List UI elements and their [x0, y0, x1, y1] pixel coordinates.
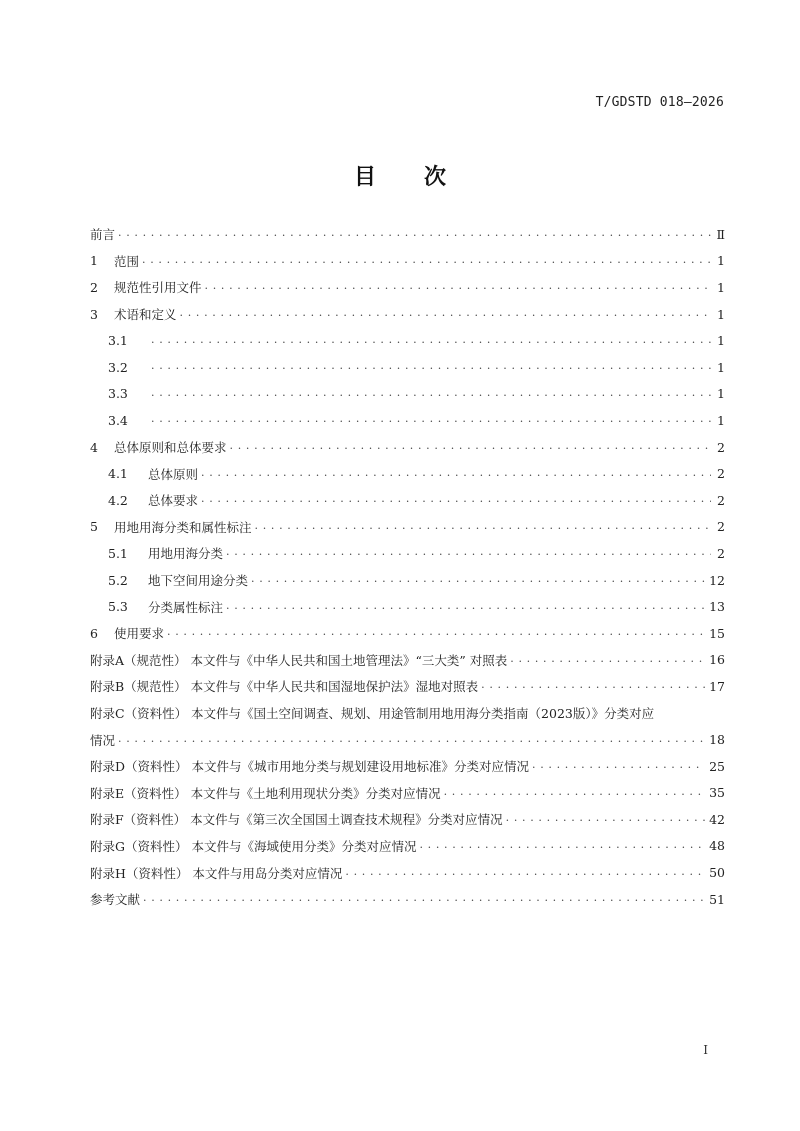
toc-entry[interactable] [90, 487, 725, 514]
toc-entry-label: 附录H（资料性） 本文件与用岛分类对应情况 [90, 865, 343, 881]
toc-entry[interactable] [90, 407, 725, 434]
toc-entry[interactable] [90, 221, 725, 248]
dot-leader [255, 520, 711, 534]
toc-entry-page: 42 [709, 811, 725, 827]
toc-entry-number: 3.4 [108, 412, 128, 428]
toc-entry-page: 1 [717, 386, 725, 402]
toc-entry-number: 4.1 [108, 466, 128, 482]
toc-entry-label: 前言 [90, 227, 116, 243]
toc-entry-number: 3.3 [108, 386, 128, 402]
toc-entry-page: 50 [709, 865, 725, 881]
dot-leader [143, 892, 705, 906]
dot-leader [118, 227, 711, 241]
toc-entry[interactable] [90, 514, 725, 541]
dot-leader [167, 626, 705, 640]
dot-leader [345, 866, 705, 880]
dot-leader [532, 759, 705, 773]
toc-entry-page: 2 [717, 492, 725, 508]
document-code: T/GDSTD 018—2026 [595, 95, 724, 110]
toc-entry[interactable] [90, 700, 725, 727]
toc-entry-label: 附录B（规范性） 本文件与《中华人民共和国湿地保护法》湿地对照表 [90, 679, 479, 695]
toc-entry-label: 用地用海分类和属性标注 [114, 519, 252, 535]
toc-entry[interactable] [90, 620, 725, 647]
toc-entry-label: 用地用海分类 [148, 546, 224, 562]
toc-entry[interactable] [90, 274, 725, 301]
toc-entry-page: 25 [709, 758, 725, 774]
dot-leader [201, 467, 711, 481]
toc-entry-page: 17 [709, 678, 725, 694]
toc-entry-page: 2 [717, 439, 725, 455]
toc-entry-label: 情况 [90, 732, 116, 748]
toc-entry-page: 18 [709, 732, 725, 748]
dot-leader [230, 440, 711, 454]
toc-entry-number: 3 [90, 306, 98, 322]
toc-entry[interactable] [90, 248, 725, 275]
toc-entry-label: 附录D（资料性） 本文件与《城市用地分类与规划建设用地标准》分类对应情况 [90, 759, 529, 775]
toc-entry[interactable] [90, 673, 725, 700]
toc-entry-number: 5.2 [108, 572, 128, 588]
toc-entry-page: 1 [717, 306, 725, 322]
dot-leader [226, 600, 705, 614]
toc-entry-label: 范围 [114, 253, 140, 269]
toc-entry[interactable] [90, 753, 725, 780]
toc-entry-label: 附录F（资料性） 本文件与《第三次全国国土调查技术规程》分类对应情况 [90, 812, 503, 828]
toc-entry-number: 4 [90, 439, 98, 455]
toc-entry-label: 地下空间用途分类 [148, 573, 249, 589]
dot-leader [151, 413, 711, 427]
toc-entry[interactable] [90, 886, 725, 913]
toc-entry-page: 13 [709, 599, 725, 615]
toc-entry-number: 5.3 [108, 599, 128, 615]
toc-entry-label: 总体原则和总体要求 [114, 440, 227, 456]
toc-entry-label: 总体要求 [148, 493, 199, 509]
toc-entry-page: 1 [717, 279, 725, 295]
toc-entry-number: 3.1 [108, 333, 128, 349]
dot-leader [151, 387, 711, 401]
toc-entry-page: 2 [717, 545, 725, 561]
toc-entry-label: 附录G（资料性） 本文件与《海域使用分类》分类对应情况 [90, 838, 417, 854]
dot-leader [118, 733, 705, 747]
toc-entry-page: 35 [709, 785, 725, 801]
toc-entry-page: Ⅱ [716, 226, 725, 242]
toc-entry-number: 5.1 [108, 545, 128, 561]
dot-leader [251, 573, 705, 587]
toc-entry-number: 6 [90, 625, 98, 641]
toc-entry-page: 15 [709, 625, 725, 641]
toc-entry[interactable] [90, 540, 725, 567]
dot-leader [444, 786, 705, 800]
dot-leader [510, 653, 705, 667]
toc-entry[interactable] [90, 859, 725, 886]
toc-entry-label: 分类属性标注 [148, 599, 224, 615]
toc-entry-label: 附录A（规范性） 本文件与《中华人民共和国土地管理法》“三大类” 对照表 [90, 652, 508, 668]
toc-entry[interactable] [90, 567, 725, 594]
page-number: I [703, 1043, 708, 1057]
toc-entry-label: 附录E（资料性） 本文件与《土地利用现状分类》分类对应情况 [90, 785, 441, 801]
toc-entry-label: 参考文献 [90, 892, 141, 908]
dot-leader [419, 839, 705, 853]
toc-entry-label: 总体原则 [148, 466, 199, 482]
toc-entry[interactable] [90, 647, 725, 674]
dot-leader [201, 493, 711, 507]
dot-leader [205, 280, 711, 294]
toc-entry-number: 4.2 [108, 492, 128, 508]
dot-leader [506, 812, 705, 826]
toc-entry[interactable] [90, 460, 725, 487]
toc-entry-page: 2 [717, 466, 725, 482]
toc-entry-label: 附录C（资料性） 本文件与《国土空间调查、规划、用途管制用地用海分类指南（2023版）》分类对应 [90, 705, 655, 721]
toc-entry-page: 48 [709, 838, 725, 854]
table-of-contents [90, 221, 725, 912]
toc-entry-page: 2 [717, 519, 725, 535]
dot-leader [151, 360, 711, 374]
title-char-2: 次 [424, 165, 447, 190]
page-title [0, 160, 800, 191]
dot-leader [142, 254, 711, 268]
toc-entry[interactable] [90, 779, 725, 806]
toc-entry-number: 3.2 [108, 359, 128, 375]
toc-entry[interactable] [90, 726, 725, 753]
toc-entry-label: 规范性引用文件 [114, 280, 202, 296]
dot-leader [151, 334, 711, 348]
toc-entry-page: 1 [717, 333, 725, 349]
toc-entry[interactable] [90, 806, 725, 833]
toc-entry-label: 使用要求 [114, 626, 165, 642]
toc-entry[interactable] [90, 593, 725, 620]
toc-entry-number: 1 [90, 253, 98, 269]
toc-entry-page: 1 [717, 359, 725, 375]
toc-entry[interactable] [90, 354, 725, 381]
toc-entry-page: 12 [709, 572, 725, 588]
toc-entry[interactable] [90, 327, 725, 354]
toc-entry[interactable] [90, 301, 725, 328]
toc-entry-label: 术语和定义 [114, 307, 177, 323]
toc-entry-page: 51 [709, 891, 725, 907]
dot-leader [226, 546, 711, 560]
toc-entry-number: 2 [90, 279, 98, 295]
toc-entry[interactable] [90, 434, 725, 461]
toc-entry-number: 5 [90, 519, 98, 535]
toc-entry-page: 16 [709, 652, 725, 668]
dot-leader [481, 679, 705, 693]
title-char-1: 目 [353, 165, 376, 190]
toc-entry-page: 1 [717, 412, 725, 428]
dot-leader [180, 307, 711, 321]
toc-entry[interactable] [90, 381, 725, 408]
toc-entry[interactable] [90, 833, 725, 860]
toc-entry-page: 1 [717, 253, 725, 269]
